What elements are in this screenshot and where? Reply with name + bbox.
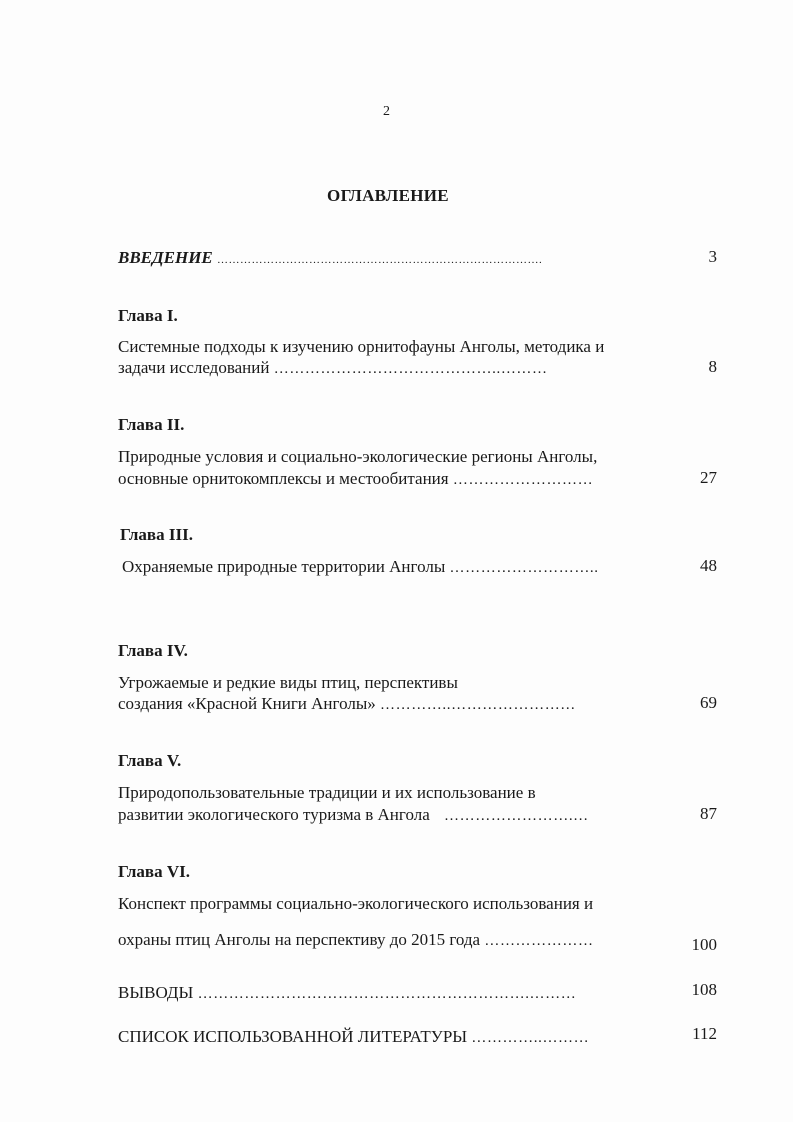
chapter-4-title-line2 [118,693,576,716]
page-number: 2 [383,104,390,119]
chapter-3-title-line1 [122,556,599,579]
intro-leader: …………………………………………………………………………. [217,254,543,266]
toc-entry-intro [118,247,542,271]
chapter-1-page: 8 [708,357,717,376]
chapter-6-title-text: охраны птиц Анголы на перспективу до 2015 года [118,930,481,949]
toc-entry-conclusions [118,982,576,1005]
intro-page: 3 [708,247,717,266]
references-label: СПИСОК ИСПОЛЬЗОВАННОЙ ЛИТЕРАТУРЫ [118,1027,468,1046]
conclusions-label: ВЫВОДЫ [118,983,194,1002]
references-leader: …………..……… [471,1030,590,1046]
chapter-6-page: 100 [691,935,717,954]
chapter-2-title-text: основные орнитокомплексы и местообитания [118,469,449,488]
chapter-5-leader: …………………….… [444,808,589,824]
chapter-4-leader: …………..…………………… [380,697,576,713]
chapter-5-heading: Глава V. [118,751,182,770]
chapter-5-title-line1: Природопользовательные традиции и их использование в [118,783,536,802]
chapter-1-title-line2 [118,357,548,380]
chapter-2-heading: Глава II. [118,415,185,434]
chapter-6-leader: ………………… [484,933,594,949]
chapter-2-leader: ……………………… [452,472,594,488]
chapter-3-page: 48 [700,556,717,575]
chapter-3-heading: Глава III. [120,525,193,544]
chapter-5-title-line2 [118,804,589,827]
chapter-3-title-text: Охраняемые природные территории Анголы [122,557,446,576]
toc-title: ОГЛАВЛЕНИЕ [327,186,449,205]
chapter-2-title-line1: Природные условия и социально-экологические регионы Анголы, [118,447,598,466]
chapter-6-title-line2 [118,929,594,952]
chapter-6-heading: Глава VI. [118,862,191,881]
chapter-2-page: 27 [700,468,717,487]
conclusions-leader: ……………………………………………………….……… [197,986,577,1002]
conclusions-page: 108 [691,980,717,999]
chapter-4-title-text: создания «Красной Книги Анголы» [118,694,376,713]
chapter-4-title-line1: Угрожаемые и редкие виды птиц, перспективы [118,673,458,692]
chapter-1-heading: Глава I. [118,306,178,325]
intro-label: ВВЕДЕНИЕ [118,248,213,267]
chapter-2-title-line2 [118,468,593,491]
chapter-1-title-line1: Системные подходы к изучению орнитофауны Анголы, методика и [118,337,605,356]
chapter-5-page: 87 [700,804,717,823]
chapter-3-leader: ……………………….. [449,560,599,576]
chapter-1-title-text: задачи исследований [118,358,270,377]
toc-entry-references [118,1026,589,1049]
chapter-4-heading: Глава IV. [118,641,188,660]
chapter-1-leader: ……………………………………..……… [273,361,548,377]
references-page: 112 [692,1024,717,1043]
chapter-5-title-text: развитии экологического туризма в Ангола [118,805,430,824]
chapter-6-title-line1: Конспект программы социально-экологического использования и [118,894,594,913]
chapter-4-page: 69 [700,693,717,712]
